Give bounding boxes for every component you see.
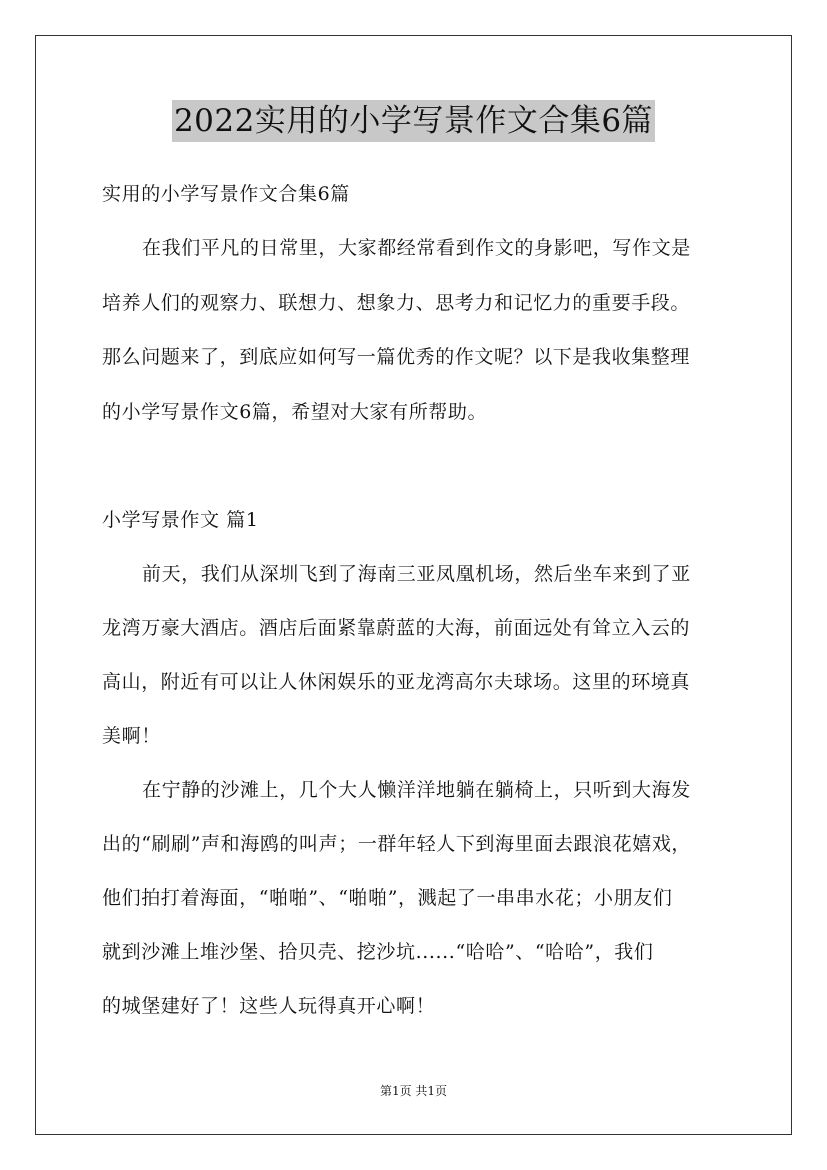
title-container (0, 100, 827, 142)
para1-line-2: 龙湾万豪大酒店。酒店后面紧靠蔚蓝的大海，前面远处有耸立入云的 (102, 617, 691, 639)
para2-line-1: 在宁静的沙滩上，几个大人懒洋洋地躺在躺椅上，只听到大海发 (142, 779, 691, 801)
para2-line-3: 他们拍打着海面，“啪啪”、“啪啪”，溅起了一串串水花；小朋友们 (102, 887, 673, 909)
section-heading: 小学写景作文 篇1 (102, 509, 259, 531)
intro-line-3: 那么问题来了，到底应如何写一篇优秀的作文呢？以下是我收集整理 (102, 346, 691, 368)
intro-line-2: 培养人们的观察力、联想力、想象力、思考力和记忆力的重要手段。 (102, 292, 691, 314)
page-footer: 第1页 共1页 (379, 1084, 448, 1098)
para1-line-4: 美啊！ (102, 725, 161, 747)
para2-line-5: 的城堡建好了！这些人玩得真开心啊！ (102, 995, 436, 1017)
para1-line-3: 高山，附近有可以让人休闲娱乐的亚龙湾高尔夫球场。这里的环境真 (102, 671, 691, 693)
para2-line-4: 就到沙滩上堆沙堡、拾贝壳、挖沙坑......“哈哈”、“哈哈”，我们 (102, 941, 654, 963)
para1-line-1: 前天，我们从深圳飞到了海南三亚凤凰机场，然后坐车来到了亚 (142, 563, 691, 585)
para2-line-2: 出的“刷刷”声和海鸥的叫声；一群年轻人下到海里面去跟浪花嬉戏， (102, 833, 692, 855)
intro-line-4: 的小学写景作文6篇，希望对大家有所帮助。 (102, 401, 488, 423)
document-subtitle: 实用的小学写景作文合集6篇 (102, 183, 350, 205)
intro-line-1: 在我们平凡的日常里，大家都经常看到作文的身影吧，写作文是 (142, 237, 691, 259)
document-title: 2022实用的小学写景作文合集6篇 (172, 100, 655, 142)
